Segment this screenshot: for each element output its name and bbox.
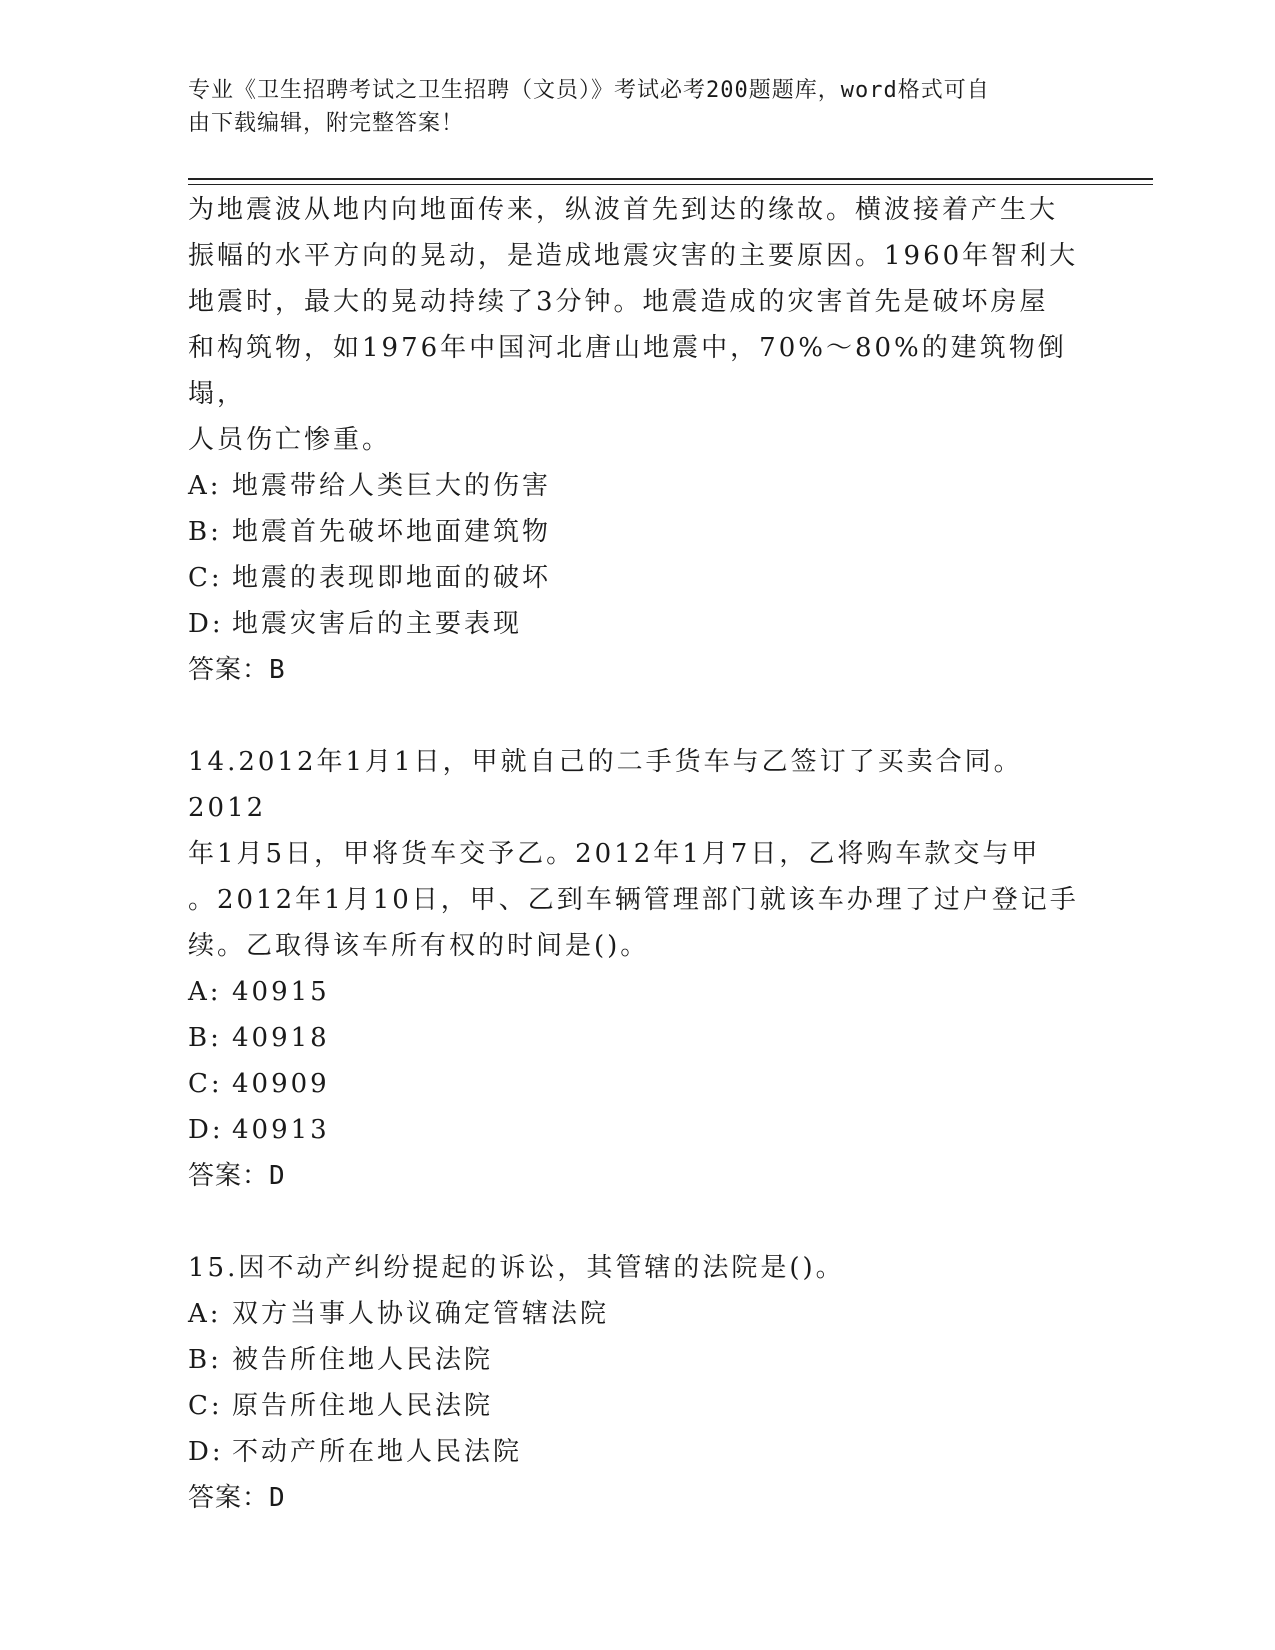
option-text: 40915 bbox=[232, 977, 330, 1007]
option-label: D: bbox=[188, 609, 224, 639]
question-14-option-a bbox=[188, 969, 1093, 1015]
question-15-option-a bbox=[188, 1291, 1093, 1337]
question-14-answer: 答案：D bbox=[188, 1161, 286, 1191]
option-text: 双方当事人协议确定管辖法院 bbox=[232, 1299, 610, 1329]
question-15-option-c bbox=[188, 1383, 1093, 1429]
question-15-option-d bbox=[188, 1429, 1093, 1475]
option-label: C: bbox=[188, 1069, 223, 1099]
question-14-line-4: 续。乙取得该车所有权的时间是()。 bbox=[188, 931, 650, 961]
question-14-line-2: 年1月5日，甲将货车交予乙。2012年1月7日，乙将购车款交与甲 bbox=[188, 839, 1041, 869]
question-14-line-1: 14.2012年1月1日，甲就自己的二手货车与乙签订了买卖合同。2012 bbox=[188, 747, 1023, 823]
question-13-line-5: 人员伤亡惨重。 bbox=[188, 425, 392, 455]
option-label: B: bbox=[188, 1023, 222, 1053]
question-13-line-2: 振幅的水平方向的晃动，是造成地震灾害的主要原因。1960年智利大 bbox=[188, 241, 1079, 271]
option-text: 被告所住地人民法院 bbox=[232, 1345, 494, 1375]
question-14-option-b bbox=[188, 1015, 1093, 1061]
question-13 bbox=[188, 187, 1093, 693]
question-14-option-d bbox=[188, 1107, 1093, 1153]
option-label: A: bbox=[188, 977, 222, 1007]
option-text: 40909 bbox=[232, 1069, 330, 1099]
question-15-option-b bbox=[188, 1337, 1093, 1383]
option-label: D: bbox=[188, 1115, 224, 1145]
header-rule-thin bbox=[188, 184, 1153, 185]
question-13-option-b bbox=[188, 509, 1093, 555]
option-text: 原告所住地人民法院 bbox=[232, 1391, 494, 1421]
question-15-line-1: 15.因不动产纠纷提起的诉讼，其管辖的法院是()。 bbox=[188, 1253, 845, 1283]
option-text: 40918 bbox=[232, 1023, 330, 1053]
option-text: 地震的表现即地面的破坏 bbox=[232, 563, 552, 593]
option-text: 地震带给人类巨大的伤害 bbox=[232, 471, 552, 501]
question-14 bbox=[188, 739, 1093, 1199]
option-label: D: bbox=[188, 1437, 224, 1467]
header-rule-thick bbox=[188, 178, 1153, 180]
question-15 bbox=[188, 1245, 1093, 1521]
question-13-line-1: 为地震波从地内向地面传来，纵波首先到达的缘故。横波接着产生大 bbox=[188, 195, 1059, 225]
option-label: C: bbox=[188, 563, 223, 593]
question-13-answer: 答案：B bbox=[188, 655, 286, 685]
option-text: 40913 bbox=[232, 1115, 330, 1145]
option-label: B: bbox=[188, 517, 222, 547]
header-line-1: 专业《卫生招聘考试之卫生招聘（文员）》考试必考200题题库，word格式可自 bbox=[188, 78, 990, 103]
option-text: 不动产所在地人民法院 bbox=[232, 1437, 523, 1467]
document-header bbox=[188, 74, 1068, 140]
option-label: A: bbox=[188, 471, 222, 501]
question-13-option-c bbox=[188, 555, 1093, 601]
option-label: B: bbox=[188, 1345, 222, 1375]
question-13-line-3: 地震时，最大的晃动持续了3分钟。地震造成的灾害首先是破坏房屋 bbox=[188, 287, 1049, 317]
option-label: A: bbox=[188, 1299, 222, 1329]
option-label: C: bbox=[188, 1391, 223, 1421]
question-15-answer: 答案：D bbox=[188, 1483, 286, 1513]
header-line-2: 由下载编辑，附完整答案！ bbox=[188, 111, 465, 136]
question-13-line-4: 和构筑物，如1976年中国河北唐山地震中，70%～80%的建筑物倒塌， bbox=[188, 333, 1067, 409]
question-13-option-a bbox=[188, 463, 1093, 509]
spacer bbox=[188, 1199, 1093, 1245]
question-14-line-3: 。2012年1月10日，甲、乙到车辆管理部门就该车办理了过户登记手 bbox=[188, 885, 1079, 915]
question-14-option-c bbox=[188, 1061, 1093, 1107]
document-body bbox=[188, 187, 1093, 1521]
question-13-option-d bbox=[188, 601, 1093, 647]
spacer bbox=[188, 693, 1093, 739]
option-text: 地震首先破坏地面建筑物 bbox=[232, 517, 552, 547]
option-text: 地震灾害后的主要表现 bbox=[232, 609, 523, 639]
